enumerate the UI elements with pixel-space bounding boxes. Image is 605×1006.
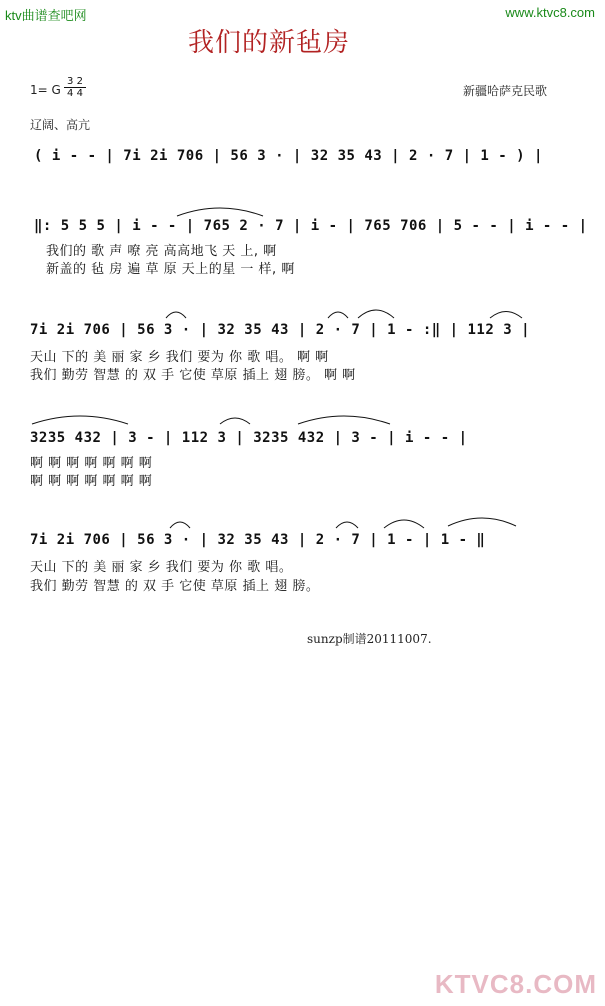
song-origin: 新疆哈萨克民歌 <box>463 84 548 98</box>
score-row-3-notes: 3235 432 | 3 - | 112 3 | 3235 432 | 3 - | i - - | <box>30 430 468 446</box>
watermark-site-url: www.ktvc8.com <box>505 5 595 20</box>
slur-row-2-d <box>488 308 524 320</box>
slur-row-4-c <box>382 516 426 530</box>
score-row-4-lyrics-verse-1: 天山 下的 美 丽 家 乡 我们 要为 你 歌 唱。 <box>30 560 293 575</box>
score-row-2-lyrics-verse-1: 天山 下的 美 丽 家 乡 我们 要为 你 歌 唱。 啊 啊 <box>30 350 329 365</box>
score-row-3-lyrics-verse-2: 啊 啊 啊 啊 啊 啊 啊 <box>30 474 153 489</box>
key-signature: 1= G <box>30 83 61 97</box>
slur-row-2-a <box>164 308 188 320</box>
slur-row-3-c <box>296 412 392 426</box>
slur-row-4-a <box>168 518 192 530</box>
expression-mark: 辽阔、高亢 <box>30 118 91 132</box>
score-row-4-notes: 7i 2i 706 | 56 3 · | 32 35 43 | 2 · 7 | 1 - | 1 - ‖ <box>30 532 486 548</box>
score-row-1-lyrics-verse-1: 我们的 歌 声 嘹 亮 高高地飞 天 上, 啊 <box>46 244 277 259</box>
slur-row-4-b <box>334 518 360 530</box>
score-row-1-lyrics-verse-2: 新盖的 毡 房 遍 草 原 天上的星 一 样, 啊 <box>46 262 295 277</box>
slur-row-2-c <box>356 306 396 320</box>
score-row-3-lyrics-verse-1: 啊 啊 啊 啊 啊 啊 啊 <box>30 456 153 471</box>
slur-row-3-b <box>218 414 252 426</box>
score-row-4-lyrics-verse-2: 我们 勤劳 智慧 的 双 手 它使 草原 插上 翅 膀。 <box>30 579 320 594</box>
slur-row-2-b <box>326 308 350 320</box>
score-row-2-notes: 7i 2i 706 | 56 3 · | 32 35 43 | 2 · 7 | 1 - :‖ | 112 3 | <box>30 322 531 338</box>
song-title: 我们的新毡房 <box>188 28 351 58</box>
transcriber-credit: sunzp制谱20111007. <box>307 632 432 646</box>
time-signature-bottom: 4 4 <box>64 87 86 99</box>
slur-row-4-d <box>446 514 518 528</box>
score-intro: ( i - - | 7i 2i 706 | 56 3 · | 32 35 43 | 2 · 7 | 1 - ) | <box>34 148 543 164</box>
watermark-site-name: ktv曲谱查吧网 <box>5 8 87 23</box>
time-signature <box>64 76 86 99</box>
slur-row-3-a <box>30 412 130 426</box>
slur-row-1 <box>175 204 265 218</box>
score-row-2-lyrics-verse-2: 我们 勤劳 智慧 的 双 手 它使 草原 插上 翅 膀。 啊 啊 <box>30 368 356 383</box>
watermark-logo: KTVC8.COM <box>434 969 597 999</box>
time-signature-top: 3 2 <box>67 76 83 87</box>
score-row-1-notes: ‖: 5 5 5 | i - - | 765 2 · 7 | i - | 765 706 | 5 - - | i - - | <box>34 218 588 234</box>
